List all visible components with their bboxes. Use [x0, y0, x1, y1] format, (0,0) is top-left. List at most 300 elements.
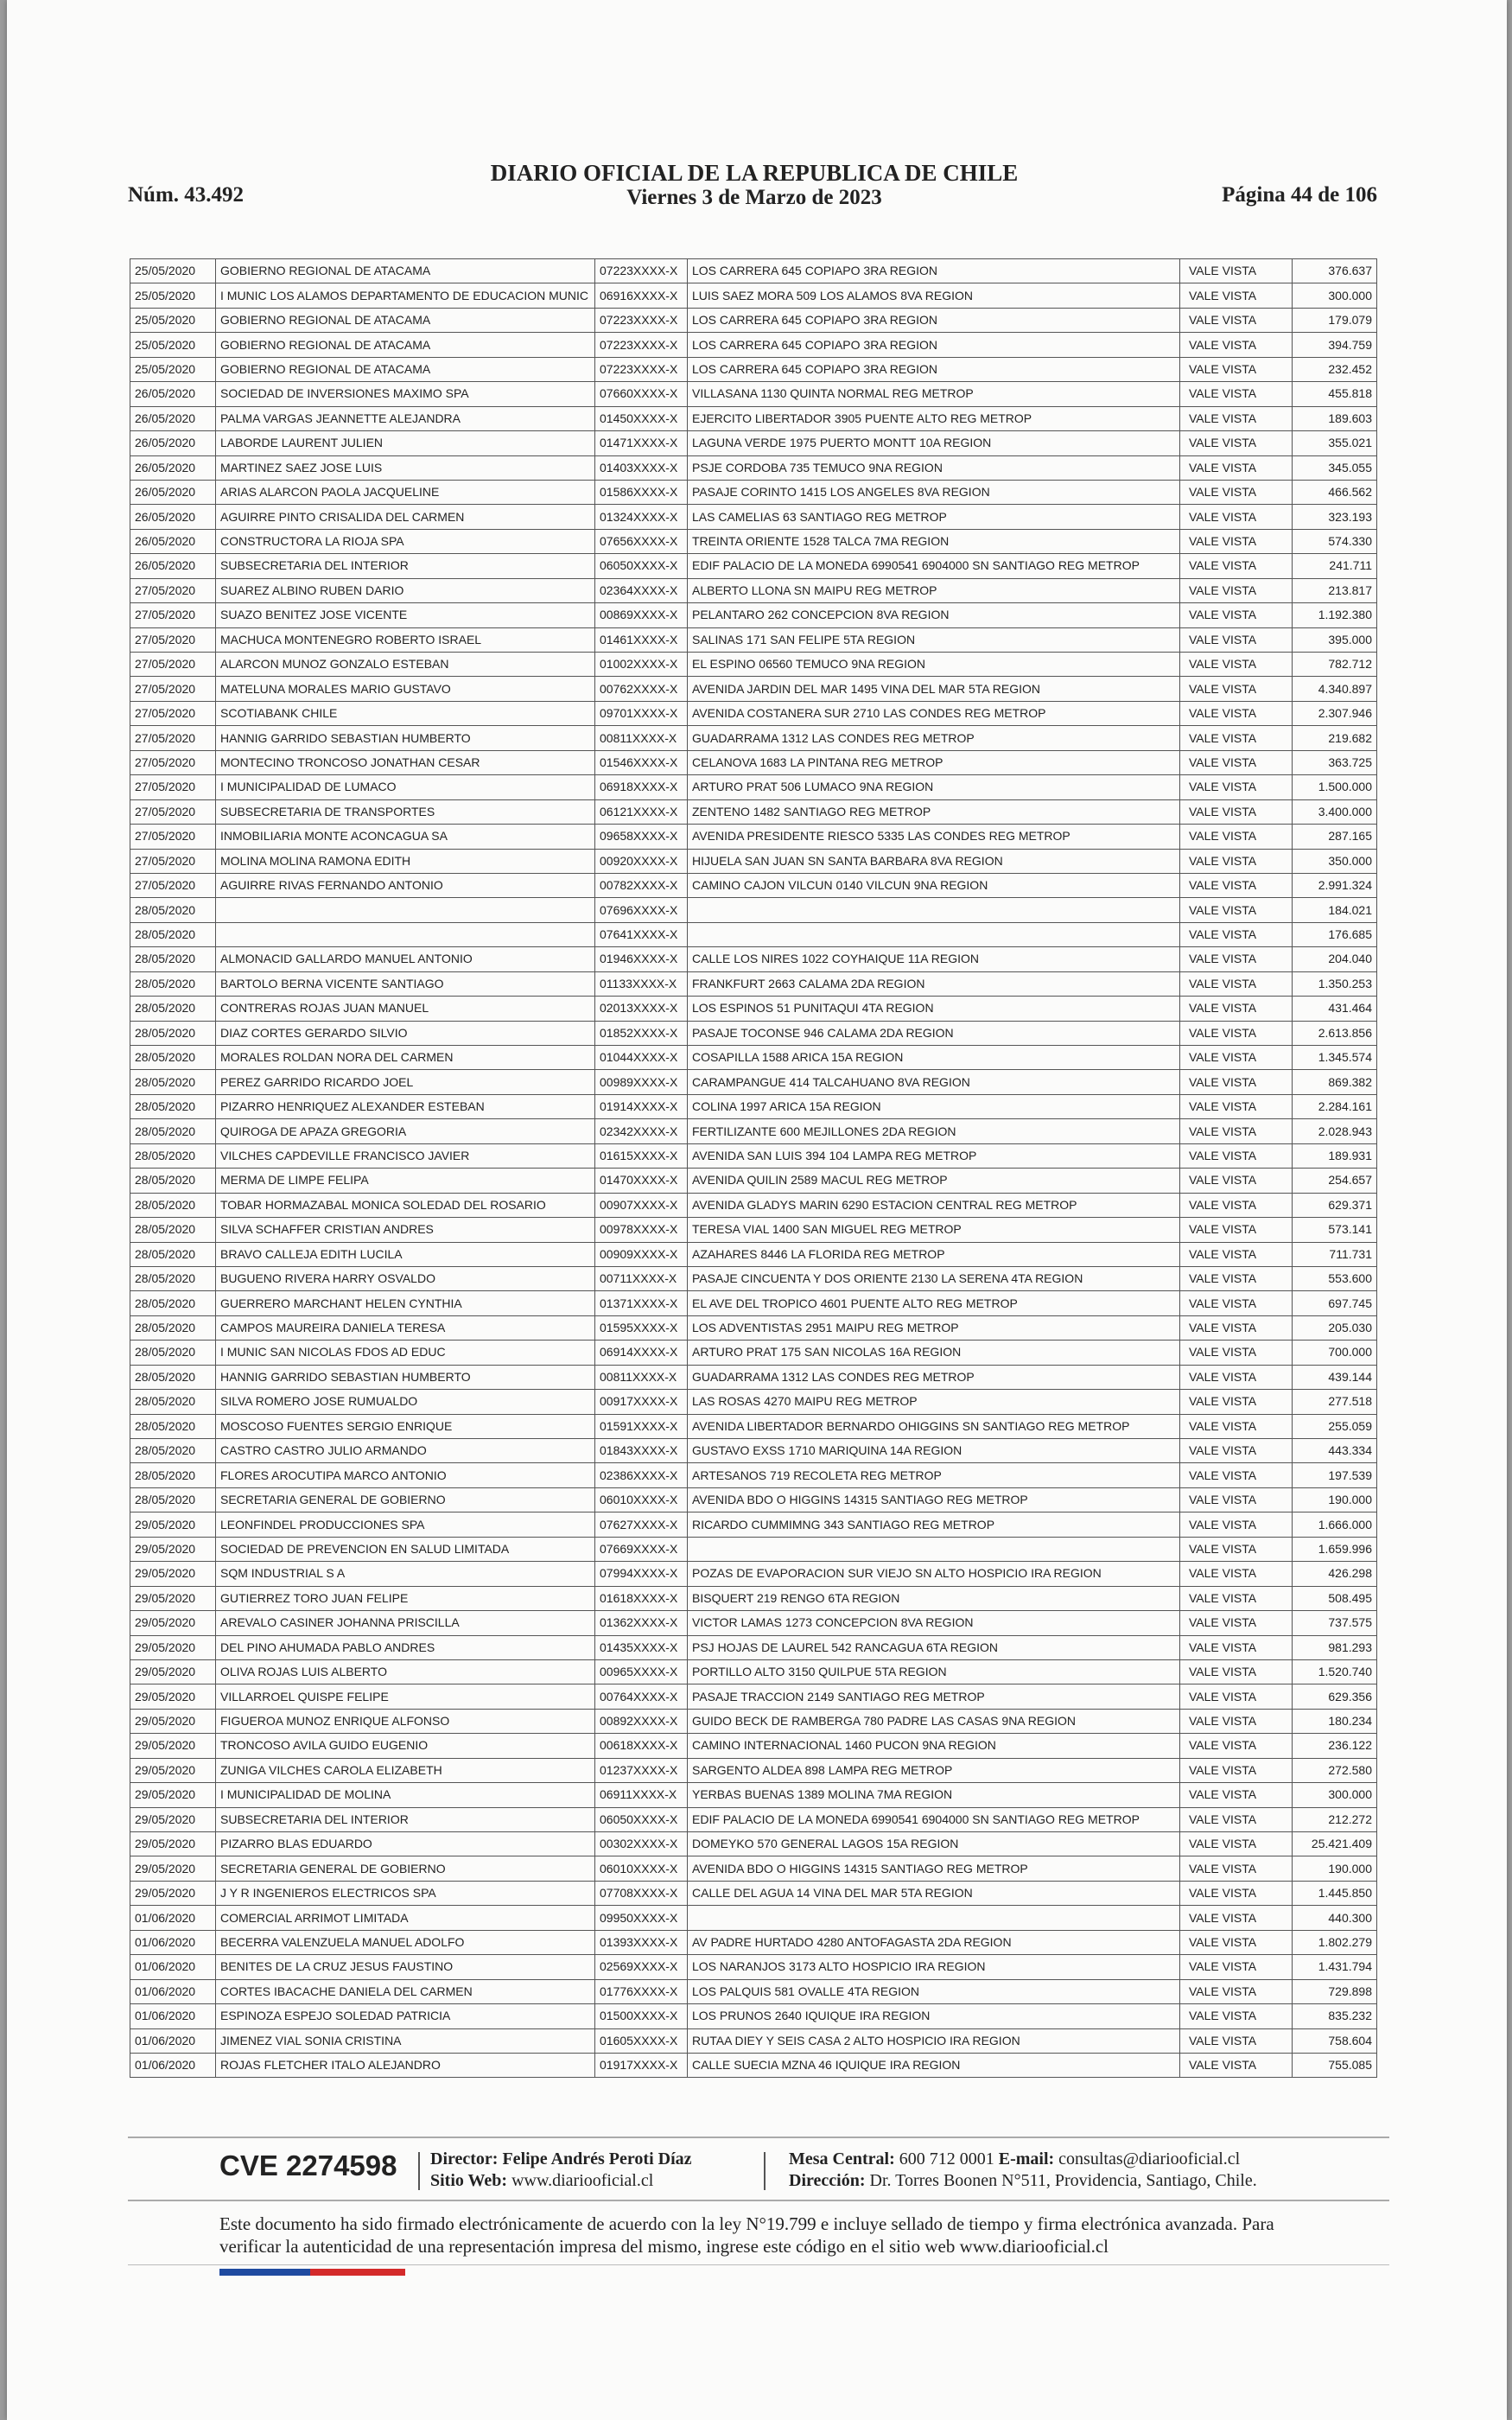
cell-amount: 2.991.324: [1293, 873, 1377, 897]
cell-address: HIJUELA SAN JUAN SN SANTA BARBARA 8VA REGION: [688, 849, 1180, 873]
cell-name: PALMA VARGAS JEANNETTE ALEJANDRA: [216, 406, 595, 430]
cell-payment-method: VALE VISTA: [1180, 825, 1293, 849]
cell-name: I MUNIC SAN NICOLAS FDOS AD EDUC: [216, 1341, 595, 1365]
cell-date: 27/05/2020: [130, 701, 216, 725]
cell-amount: 711.731: [1293, 1242, 1377, 1266]
cell-address: SARGENTO ALDEA 898 LAMPA REG METROP: [688, 1758, 1180, 1782]
cell-rut: 06050XXXX-X: [595, 554, 688, 578]
cell-rut: 00711XXXX-X: [595, 1266, 688, 1290]
footer-bottom-rule: [128, 2264, 1389, 2265]
website-link[interactable]: www.diariooficial.cl: [511, 2171, 654, 2190]
table-row: [130, 2053, 1377, 2077]
cell-date: 28/05/2020: [130, 1169, 216, 1193]
publication-date: Viernes 3 de Marzo de 2023: [626, 186, 882, 209]
cell-rut: 06914XXXX-X: [595, 1341, 688, 1365]
cell-address: AVENIDA COSTANERA SUR 2710 LAS CONDES REG METROP: [688, 701, 1180, 725]
cell-address: BISQUERT 219 RENGO 6TA REGION: [688, 1586, 1180, 1610]
cell-rut: 01946XXXX-X: [595, 947, 688, 971]
cell-address: ARTURO PRAT 175 SAN NICOLAS 16A REGION: [688, 1341, 1180, 1365]
cell-address: GUADARRAMA 1312 LAS CONDES REG METROP: [688, 1365, 1180, 1389]
table-row: [130, 1291, 1377, 1315]
cve-code: CVE 2274598: [219, 2149, 397, 2181]
cell-amount: 574.330: [1293, 529, 1377, 553]
cell-rut: 02386XXXX-X: [595, 1463, 688, 1487]
table-row: [130, 1832, 1377, 1856]
cell-date: 01/06/2020: [130, 2004, 216, 2028]
cell-name: HANNIG GARRIDO SEBASTIAN HUMBERTO: [216, 1365, 595, 1389]
email-address[interactable]: consultas@diariooficial.cl: [1058, 2149, 1241, 2168]
cell-name: PIZARRO BLAS EDUARDO: [216, 1832, 595, 1856]
cell-rut: 01917XXXX-X: [595, 2053, 688, 2077]
cell-payment-method: VALE VISTA: [1180, 1930, 1293, 1954]
cell-date: 28/05/2020: [130, 1094, 216, 1118]
table-row: [130, 1143, 1377, 1168]
cell-name: VILLARROEL QUISPE FELIPE: [216, 1684, 595, 1709]
table-row: [130, 603, 1377, 627]
publication-title: DIARIO OFICIAL DE LA REPUBLICA DE CHILE: [490, 160, 1019, 186]
cell-address: LOS ADVENTISTAS 2951 MAIPU REG METROP: [688, 1315, 1180, 1340]
cell-address: PASAJE CINCUENTA Y DOS ORIENTE 2130 LA SERENA 4TA REGION: [688, 1266, 1180, 1290]
table-row: [130, 1315, 1377, 1340]
cell-amount: 629.356: [1293, 1684, 1377, 1709]
cell-amount: 3.400.000: [1293, 799, 1377, 824]
cell-amount: 189.931: [1293, 1143, 1377, 1168]
cell-address: AVENIDA BDO O HIGGINS 14315 SANTIAGO REG METROP: [688, 1487, 1180, 1512]
cell-amount: 197.539: [1293, 1463, 1377, 1487]
table-row: [130, 1979, 1377, 2003]
cell-rut: 07669XXXX-X: [595, 1537, 688, 1561]
cell-amount: 236.122: [1293, 1734, 1377, 1758]
cell-payment-method: VALE VISTA: [1180, 1218, 1293, 1242]
cell-date: 29/05/2020: [130, 1562, 216, 1586]
cell-rut: 00764XXXX-X: [595, 1684, 688, 1709]
table-row: [130, 775, 1377, 799]
cell-payment-method: VALE VISTA: [1180, 1807, 1293, 1831]
cell-date: 28/05/2020: [130, 1414, 216, 1438]
cell-payment-method: VALE VISTA: [1180, 1586, 1293, 1610]
cell-name: GUERRERO MARCHANT HELEN CYNTHIA: [216, 1291, 595, 1315]
table-row: [130, 825, 1377, 849]
cell-amount: 394.759: [1293, 333, 1377, 357]
cell-amount: 212.272: [1293, 1807, 1377, 1831]
cell-name: ROJAS FLETCHER ITALO ALEJANDRO: [216, 2053, 595, 2077]
cell-amount: 190.000: [1293, 1487, 1377, 1512]
cell-payment-method: VALE VISTA: [1180, 406, 1293, 430]
footer-top-rule: [128, 2137, 1389, 2138]
cell-amount: 1.666.000: [1293, 1512, 1377, 1537]
cell-rut: 00907XXXX-X: [595, 1193, 688, 1217]
cell-rut: 07641XXXX-X: [595, 922, 688, 946]
cell-amount: 2.307.946: [1293, 701, 1377, 725]
cell-amount: 300.000: [1293, 1783, 1377, 1807]
cell-name: SILVA ROMERO JOSE RUMUALDO: [216, 1390, 595, 1414]
table-row: [130, 898, 1377, 922]
cell-date: 28/05/2020: [130, 898, 216, 922]
cell-date: 28/05/2020: [130, 1463, 216, 1487]
cell-date: 29/05/2020: [130, 1537, 216, 1561]
director-info: [430, 2149, 692, 2192]
cell-address: VICTOR LAMAS 1273 CONCEPCION 8VA REGION: [688, 1611, 1180, 1635]
cell-address: LOS CARRERA 645 COPIAPO 3RA REGION: [688, 333, 1180, 357]
cell-amount: 272.580: [1293, 1758, 1377, 1782]
cell-amount: 287.165: [1293, 825, 1377, 849]
cell-rut: 06911XXXX-X: [595, 1783, 688, 1807]
cell-rut: 00965XXXX-X: [595, 1659, 688, 1684]
cell-address: ZENTENO 1482 SANTIAGO REG METROP: [688, 799, 1180, 824]
cell-payment-method: VALE VISTA: [1180, 1955, 1293, 1979]
cell-name: SUBSECRETARIA DEL INTERIOR: [216, 554, 595, 578]
cell-amount: 323.193: [1293, 505, 1377, 529]
table-row: [130, 1365, 1377, 1389]
cell-date: 27/05/2020: [130, 603, 216, 627]
cell-address: PSJ HOJAS DE LAUREL 542 RANCAGUA 6TA REGION: [688, 1635, 1180, 1659]
cell-date: 29/05/2020: [130, 1807, 216, 1831]
phone-number: 600 712 0001: [899, 2149, 994, 2168]
table-row: [130, 1193, 1377, 1217]
cell-rut: 02013XXXX-X: [595, 997, 688, 1021]
cell-rut: 00892XXXX-X: [595, 1709, 688, 1733]
cell-rut: 00920XXXX-X: [595, 849, 688, 873]
table-row: [130, 308, 1377, 332]
cell-date: 29/05/2020: [130, 1758, 216, 1782]
cell-payment-method: VALE VISTA: [1180, 873, 1293, 897]
table-row: [130, 1341, 1377, 1365]
cell-rut: 01843XXXX-X: [595, 1439, 688, 1463]
cell-amount: 1.192.380: [1293, 603, 1377, 627]
cell-name: ZUNIGA VILCHES CAROLA ELIZABETH: [216, 1758, 595, 1782]
cell-address: LOS ESPINOS 51 PUNITAQUI 4TA REGION: [688, 997, 1180, 1021]
cell-amount: 455.818: [1293, 382, 1377, 406]
cell-address: CALLE SUECIA MZNA 46 IQUIQUE IRA REGION: [688, 2053, 1180, 2077]
cell-date: 29/05/2020: [130, 1856, 216, 1881]
cell-amount: 241.711: [1293, 554, 1377, 578]
cell-rut: 00917XXXX-X: [595, 1390, 688, 1414]
cell-payment-method: VALE VISTA: [1180, 1463, 1293, 1487]
cell-address: LAGUNA VERDE 1975 PUERTO MONTT 10A REGION: [688, 431, 1180, 455]
cell-payment-method: VALE VISTA: [1180, 554, 1293, 578]
cell-amount: 1.520.740: [1293, 1659, 1377, 1684]
cell-rut: 01002XXXX-X: [595, 653, 688, 677]
table-row: [130, 1119, 1377, 1143]
table-row: [130, 1218, 1377, 1242]
cell-name: DIAZ CORTES GERARDO SILVIO: [216, 1021, 595, 1045]
cell-date: 26/05/2020: [130, 382, 216, 406]
cell-rut: 01403XXXX-X: [595, 455, 688, 480]
cell-date: 28/05/2020: [130, 1439, 216, 1463]
cell-address: LOS CARRERA 645 COPIAPO 3RA REGION: [688, 357, 1180, 381]
cell-name: ARIAS ALARCON PAOLA JACQUELINE: [216, 480, 595, 504]
cell-rut: 02342XXXX-X: [595, 1119, 688, 1143]
cell-address: COLINA 1997 ARICA 15A REGION: [688, 1094, 1180, 1118]
cell-rut: 06916XXXX-X: [595, 283, 688, 308]
cell-amount: 2.028.943: [1293, 1119, 1377, 1143]
cell-date: 29/05/2020: [130, 1684, 216, 1709]
cell-name: LABORDE LAURENT JULIEN: [216, 431, 595, 455]
cell-rut: 07223XXXX-X: [595, 308, 688, 332]
cell-address: GUSTAVO EXSS 1710 MARIQUINA 14A REGION: [688, 1439, 1180, 1463]
table-row: [130, 1758, 1377, 1782]
cell-rut: 01044XXXX-X: [595, 1046, 688, 1070]
cell-payment-method: VALE VISTA: [1180, 1439, 1293, 1463]
cell-payment-method: VALE VISTA: [1180, 1390, 1293, 1414]
cell-date: 29/05/2020: [130, 1734, 216, 1758]
cell-payment-method: VALE VISTA: [1180, 308, 1293, 332]
cell-rut: 01371XXXX-X: [595, 1291, 688, 1315]
director-name: Felipe Andrés Peroti Díaz: [502, 2149, 692, 2168]
cell-date: 27/05/2020: [130, 873, 216, 897]
cell-payment-method: VALE VISTA: [1180, 750, 1293, 774]
table-row: [130, 529, 1377, 553]
cell-rut: 00811XXXX-X: [595, 1365, 688, 1389]
cell-date: 28/05/2020: [130, 1242, 216, 1266]
cell-amount: 439.144: [1293, 1365, 1377, 1389]
cell-rut: 07627XXXX-X: [595, 1512, 688, 1537]
cell-amount: 232.452: [1293, 357, 1377, 381]
cell-address: PASAJE TOCONSE 946 CALAMA 2DA REGION: [688, 1021, 1180, 1045]
table-row: [130, 259, 1377, 283]
issue-number: Núm. 43.492: [128, 183, 245, 207]
table-row: [130, 799, 1377, 824]
cell-payment-method: VALE VISTA: [1180, 922, 1293, 946]
cell-date: 27/05/2020: [130, 726, 216, 750]
cell-amount: 25.421.409: [1293, 1832, 1377, 1856]
cell-payment-method: VALE VISTA: [1180, 1783, 1293, 1807]
cell-name: BUGUENO RIVERA HARRY OSVALDO: [216, 1266, 595, 1290]
cell-date: 26/05/2020: [130, 529, 216, 553]
cell-date: 27/05/2020: [130, 578, 216, 602]
cell-name: SQM INDUSTRIAL S A: [216, 1562, 595, 1586]
cell-date: 27/05/2020: [130, 825, 216, 849]
table-row: [130, 1390, 1377, 1414]
cell-date: 01/06/2020: [130, 2053, 216, 2077]
table-row: [130, 1487, 1377, 1512]
table-row: [130, 578, 1377, 602]
cell-amount: 363.725: [1293, 750, 1377, 774]
cell-name: SCOTIABANK CHILE: [216, 701, 595, 725]
cell-amount: 553.600: [1293, 1266, 1377, 1290]
cell-address: CELANOVA 1683 LA PINTANA REG METROP: [688, 750, 1180, 774]
cell-payment-method: VALE VISTA: [1180, 1537, 1293, 1561]
cell-date: 27/05/2020: [130, 653, 216, 677]
cell-date: 28/05/2020: [130, 1266, 216, 1290]
cell-address: LOS PRUNOS 2640 IQUIQUE IRA REGION: [688, 2004, 1180, 2028]
cell-rut: 00989XXXX-X: [595, 1070, 688, 1094]
cell-payment-method: VALE VISTA: [1180, 1734, 1293, 1758]
table-row: [130, 480, 1377, 504]
cell-payment-method: VALE VISTA: [1180, 2028, 1293, 2053]
cell-amount: 508.495: [1293, 1586, 1377, 1610]
cell-payment-method: VALE VISTA: [1180, 259, 1293, 283]
cell-name: SECRETARIA GENERAL DE GOBIERNO: [216, 1487, 595, 1512]
cell-date: 28/05/2020: [130, 1070, 216, 1094]
cell-payment-method: VALE VISTA: [1180, 1169, 1293, 1193]
cell-name: AGUIRRE RIVAS FERNANDO ANTONIO: [216, 873, 595, 897]
website-label: Sitio Web:: [430, 2171, 508, 2190]
cell-name: GUTIERREZ TORO JUAN FELIPE: [216, 1586, 595, 1610]
cell-amount: 350.000: [1293, 849, 1377, 873]
cell-rut: 02364XXXX-X: [595, 578, 688, 602]
cell-payment-method: VALE VISTA: [1180, 799, 1293, 824]
cell-date: 28/05/2020: [130, 997, 216, 1021]
cell-date: 29/05/2020: [130, 1659, 216, 1684]
cell-date: 28/05/2020: [130, 1193, 216, 1217]
cell-amount: 700.000: [1293, 1341, 1377, 1365]
table-row: [130, 653, 1377, 677]
cell-amount: 440.300: [1293, 1906, 1377, 1930]
cell-amount: 835.232: [1293, 2004, 1377, 2028]
cell-address: POZAS DE EVAPORACION SUR VIEJO SN ALTO HOSPICIO IRA REGION: [688, 1562, 1180, 1586]
table-row: [130, 1242, 1377, 1266]
table-row: [130, 1266, 1377, 1290]
cell-name: FLORES AROCUTIPA MARCO ANTONIO: [216, 1463, 595, 1487]
cell-name: MATELUNA MORALES MARIO GUSTAVO: [216, 677, 595, 701]
cell-date: 01/06/2020: [130, 1979, 216, 2003]
cell-name: PEREZ GARRIDO RICARDO JOEL: [216, 1070, 595, 1094]
table-row: [130, 849, 1377, 873]
cell-name: MOLINA MOLINA RAMONA EDITH: [216, 849, 595, 873]
cell-payment-method: VALE VISTA: [1180, 898, 1293, 922]
table-row: [130, 1807, 1377, 1831]
cell-name: GOBIERNO REGIONAL DE ATACAMA: [216, 357, 595, 381]
cell-name: VILCHES CAPDEVILLE FRANCISCO JAVIER: [216, 1143, 595, 1168]
table-row: [130, 997, 1377, 1021]
cell-payment-method: VALE VISTA: [1180, 1414, 1293, 1438]
cell-address: LAS ROSAS 4270 MAIPU REG METROP: [688, 1390, 1180, 1414]
cell-name: SUBSECRETARIA DE TRANSPORTES: [216, 799, 595, 824]
cell-address: [688, 1537, 1180, 1561]
cell-address: TREINTA ORIENTE 1528 TALCA 7MA REGION: [688, 529, 1180, 553]
cell-address: EJERCITO LIBERTADOR 3905 PUENTE ALTO REG METROP: [688, 406, 1180, 430]
cell-address: ALBERTO LLONA SN MAIPU REG METROP: [688, 578, 1180, 602]
cell-payment-method: VALE VISTA: [1180, 1758, 1293, 1782]
cell-name: MONTECINO TRONCOSO JONATHAN CESAR: [216, 750, 595, 774]
table-row: [130, 726, 1377, 750]
cell-name: MERMA DE LIMPE FELIPA: [216, 1169, 595, 1193]
cell-date: 29/05/2020: [130, 1512, 216, 1537]
cell-address: GUIDO BECK DE RAMBERGA 780 PADRE LAS CASAS 9NA REGION: [688, 1709, 1180, 1733]
address-value: Dr. Torres Boonen N°511, Providencia, Santiago, Chile.: [869, 2171, 1257, 2190]
cell-address: LAS CAMELIAS 63 SANTIAGO REG METROP: [688, 505, 1180, 529]
cell-amount: 737.575: [1293, 1611, 1377, 1635]
payments-table: [130, 258, 1377, 2078]
table-row: [130, 1021, 1377, 1045]
cell-payment-method: VALE VISTA: [1180, 1832, 1293, 1856]
cell-amount: 180.234: [1293, 1709, 1377, 1733]
cell-date: 27/05/2020: [130, 799, 216, 824]
cell-date: 28/05/2020: [130, 1143, 216, 1168]
cell-address: GUADARRAMA 1312 LAS CONDES REG METROP: [688, 726, 1180, 750]
cell-rut: 06010XXXX-X: [595, 1856, 688, 1881]
table-row: [130, 1906, 1377, 1930]
table-row: [130, 1070, 1377, 1094]
table-row: [130, 1537, 1377, 1561]
cell-rut: 01546XXXX-X: [595, 750, 688, 774]
cell-name: CONSTRUCTORA LA RIOJA SPA: [216, 529, 595, 553]
cell-date: 28/05/2020: [130, 1315, 216, 1340]
cell-date: 27/05/2020: [130, 849, 216, 873]
cell-name: MORALES ROLDAN NORA DEL CARMEN: [216, 1046, 595, 1070]
flag-stripe-red: [310, 2269, 405, 2276]
cell-address: CAMINO INTERNACIONAL 1460 PUCON 9NA REGION: [688, 1734, 1180, 1758]
cell-rut: 01393XXXX-X: [595, 1930, 688, 1954]
cell-rut: 01591XXXX-X: [595, 1414, 688, 1438]
cell-amount: 204.040: [1293, 947, 1377, 971]
cell-date: 26/05/2020: [130, 406, 216, 430]
cell-payment-method: VALE VISTA: [1180, 627, 1293, 652]
cell-rut: 07656XXXX-X: [595, 529, 688, 553]
cell-address: CAMINO CAJON VILCUN 0140 VILCUN 9NA REGION: [688, 873, 1180, 897]
cell-amount: 2.613.856: [1293, 1021, 1377, 1045]
cell-amount: 1.350.253: [1293, 971, 1377, 996]
cell-amount: 466.562: [1293, 480, 1377, 504]
cell-date: 27/05/2020: [130, 627, 216, 652]
cell-amount: 729.898: [1293, 1979, 1377, 2003]
cell-address: AZAHARES 8446 LA FLORIDA REG METROP: [688, 1242, 1180, 1266]
cell-address: EDIF PALACIO DE LA MONEDA 6990541 6904000 SN SANTIAGO REG METROP: [688, 554, 1180, 578]
cell-payment-method: VALE VISTA: [1180, 283, 1293, 308]
table-row: [130, 1414, 1377, 1438]
cell-name: [216, 922, 595, 946]
cell-address: EL ESPINO 06560 TEMUCO 9NA REGION: [688, 653, 1180, 677]
cell-date: 29/05/2020: [130, 1635, 216, 1659]
cell-date: 01/06/2020: [130, 2028, 216, 2053]
payments-table-body: [130, 259, 1377, 2078]
table-row: [130, 455, 1377, 480]
cell-rut: 00909XXXX-X: [595, 1242, 688, 1266]
page-number: Página 44 de 106: [1222, 183, 1377, 207]
cell-date: 26/05/2020: [130, 505, 216, 529]
cell-date: 25/05/2020: [130, 333, 216, 357]
cell-payment-method: VALE VISTA: [1180, 1046, 1293, 1070]
table-row: [130, 677, 1377, 701]
cell-name: SOCIEDAD DE PREVENCION EN SALUD LIMITADA: [216, 1537, 595, 1561]
cell-name: LEONFINDEL PRODUCCIONES SPA: [216, 1512, 595, 1537]
cell-amount: 1.431.794: [1293, 1955, 1377, 1979]
cell-payment-method: VALE VISTA: [1180, 455, 1293, 480]
cell-name: JIMENEZ VIAL SONIA CRISTINA: [216, 2028, 595, 2053]
cell-rut: 06121XXXX-X: [595, 799, 688, 824]
cell-amount: 755.085: [1293, 2053, 1377, 2077]
cell-payment-method: VALE VISTA: [1180, 603, 1293, 627]
cell-rut: 01324XXXX-X: [595, 505, 688, 529]
cell-date: 28/05/2020: [130, 1487, 216, 1512]
table-row: [130, 750, 1377, 774]
cell-payment-method: VALE VISTA: [1180, 1315, 1293, 1340]
cell-amount: 431.464: [1293, 997, 1377, 1021]
table-row: [130, 1709, 1377, 1733]
cell-date: 28/05/2020: [130, 971, 216, 996]
cell-payment-method: VALE VISTA: [1180, 947, 1293, 971]
cell-address: LOS PALQUIS 581 OVALLE 4TA REGION: [688, 1979, 1180, 2003]
cell-name: CASTRO CASTRO JULIO ARMANDO: [216, 1439, 595, 1463]
cell-amount: 176.685: [1293, 922, 1377, 946]
cell-payment-method: VALE VISTA: [1180, 1512, 1293, 1537]
cell-amount: 205.030: [1293, 1315, 1377, 1340]
table-row: [130, 406, 1377, 430]
cell-payment-method: VALE VISTA: [1180, 1021, 1293, 1045]
flag-stripe-blue: [219, 2269, 310, 2276]
cell-name: TRONCOSO AVILA GUIDO EUGENIO: [216, 1734, 595, 1758]
phone-label: Mesa Central:: [789, 2149, 895, 2168]
table-row: [130, 701, 1377, 725]
cell-address: AVENIDA QUILIN 2589 MACUL REG METROP: [688, 1169, 1180, 1193]
cell-payment-method: VALE VISTA: [1180, 578, 1293, 602]
cell-address: PASAJE TRACCION 2149 SANTIAGO REG METROP: [688, 1684, 1180, 1709]
cell-amount: 1.345.574: [1293, 1046, 1377, 1070]
cell-address: LOS NARANJOS 3173 ALTO HOSPICIO IRA REGION: [688, 1955, 1180, 1979]
cell-address: AV PADRE HURTADO 4280 ANTOFAGASTA 2DA REGION: [688, 1930, 1180, 1954]
table-row: [130, 1635, 1377, 1659]
